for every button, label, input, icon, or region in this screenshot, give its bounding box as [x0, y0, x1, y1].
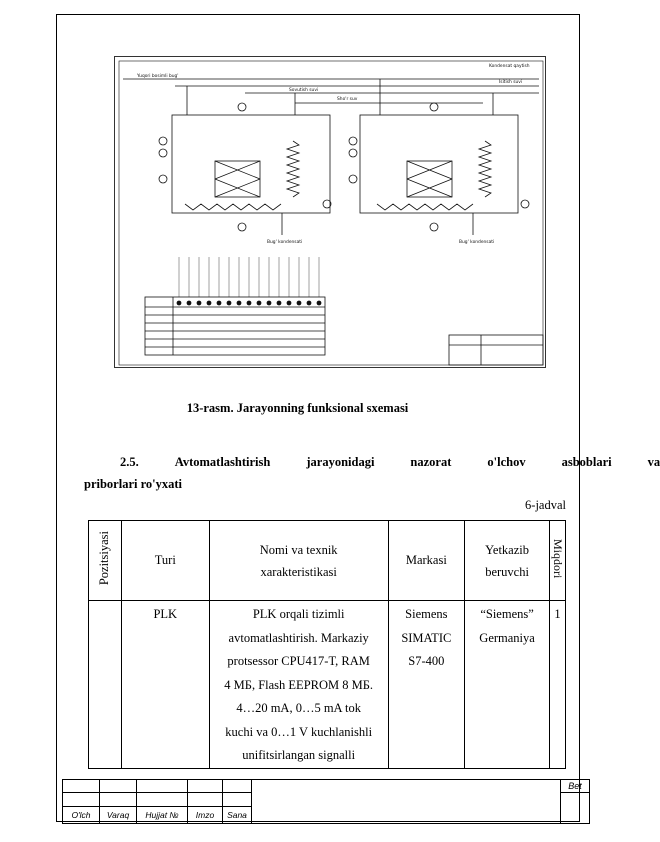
header-name: Nomi va texnik xarakteristikasi: [209, 521, 388, 601]
scheme-label-condensate-return: Kondensat qaytish: [489, 64, 530, 69]
figure-caption: 13-rasm. Jarayonning funksional sxemasi: [186, 401, 409, 415]
page-label: Bet: [561, 780, 590, 793]
header-position: Pozitsiyasi: [89, 521, 122, 601]
cell-qty: 1: [550, 601, 566, 769]
cell-brand: Siemens SIMATIC S7-400: [388, 601, 465, 769]
cell-position: [89, 601, 122, 769]
cell-type: PLK: [121, 601, 209, 769]
section-number: 2.5.: [120, 455, 139, 469]
heading-word: asboblari: [561, 455, 612, 469]
scheme-label-condensate-right: Bug' kondensati: [459, 240, 495, 245]
header-supplier: Yetkazib beruvchi: [465, 521, 550, 601]
page-number: [561, 793, 590, 824]
table-row: [89, 601, 566, 769]
scheme-label-heating-water: Isitish suvi: [499, 80, 523, 85]
scheme-drawing: [115, 57, 547, 369]
scheme-label-brine: Sho'r suv: [337, 97, 358, 102]
cell-supplier: “Siemens” Germaniya: [465, 601, 550, 769]
instruments-table: [88, 520, 566, 769]
section-heading-line1: [84, 451, 660, 473]
functional-scheme: [114, 56, 546, 368]
heading-word: o'lchov: [487, 455, 526, 469]
scheme-label-cooling-water: Sovutish suvi: [289, 88, 319, 93]
title-block: [62, 779, 590, 824]
stamp-col-change: O'lch: [63, 806, 100, 823]
section-heading: [84, 451, 660, 495]
cell-name: PLK orqali tizimli avtomatlashtirish. Markaziy protsessor CPU417-T, RAM 4 МБ, Flash EEPROM 8 МБ. 4…20 mA, 0…5 mA tok kuchi va 0…1 V kuchlanishli unifitsirlangan signalli: [209, 601, 388, 769]
table-label: 6-jadval: [525, 498, 566, 512]
heading-word: va: [647, 455, 660, 469]
stamp-col-doc: Hujjat №: [137, 806, 188, 823]
stamp-col-date: Sana: [223, 806, 252, 823]
stamp-col-sheet: Varaq: [100, 806, 137, 823]
heading-word: jarayonidagi: [306, 455, 375, 469]
header-type: Turi: [121, 521, 209, 601]
section-heading-line2: priborlari ro'yxati: [84, 477, 183, 491]
heading-word: Avtomatlashtirish: [174, 455, 271, 469]
scheme-label-steam: Yuqori bosimli bug': [137, 74, 179, 79]
scheme-label-condensate-left: Bug' kondensati: [267, 240, 303, 245]
header-brand: Markasi: [388, 521, 465, 601]
header-qty: Miqdori: [550, 521, 566, 601]
heading-word: nazorat: [410, 455, 452, 469]
stamp-col-sign: Imzo: [188, 806, 223, 823]
table-header-row: [89, 521, 566, 601]
